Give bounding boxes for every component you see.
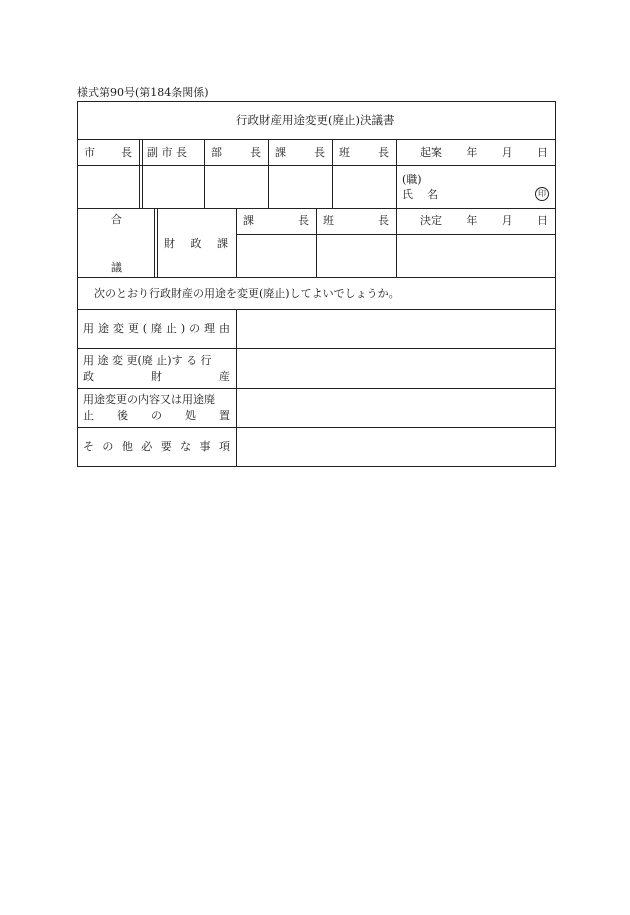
section-chief-label: 課 長 [275,146,325,159]
mayor-label: 市 長 [84,146,132,159]
consult-team-leader-label: 班 長 [323,214,389,227]
document-title: 行政財産用途変更(廃止)決議書 [236,113,395,127]
drafted-date-label: 起案 年 月 日 [420,146,548,159]
consult-label-bottom: 議 [111,261,122,274]
reason-label: 用 途 変 更 ( 廃 止 ) の 理 由 [83,322,230,335]
statement-text: 次のとおり行政財産の用途を変更(廃止)してよいでしょうか。 [94,287,400,300]
consult-section-chief-label: 課 長 [243,214,309,227]
other-items-label: そ の 他 必 要 な 事 項 [83,440,230,453]
property-label-line1: 用 途 変 更(廃 止)す る 行 [83,354,212,367]
director-label: 部 長 [211,146,261,159]
disposal-label-line2: 止 後 の 処 置 [83,409,230,422]
consult-label-top: 合 [111,213,122,226]
property-label-line2: 政 財 産 [83,370,230,383]
deputy-mayor-label: 副 市 長 [147,146,187,159]
team-leader-label: 班 長 [339,146,389,159]
seal-mark: 印 [535,187,549,201]
form-code: 様式第90号(第184条関係) [77,86,209,99]
drafter-name-label: 氏 名 [402,188,438,201]
decided-date-label: 決定 年 月 日 [420,214,548,227]
finance-dept-label: 財 政 課 [164,237,228,250]
drafter-position-label: (職) [402,173,422,186]
disposal-label-line1: 用途変更の内容又は用途廃 [83,393,215,406]
